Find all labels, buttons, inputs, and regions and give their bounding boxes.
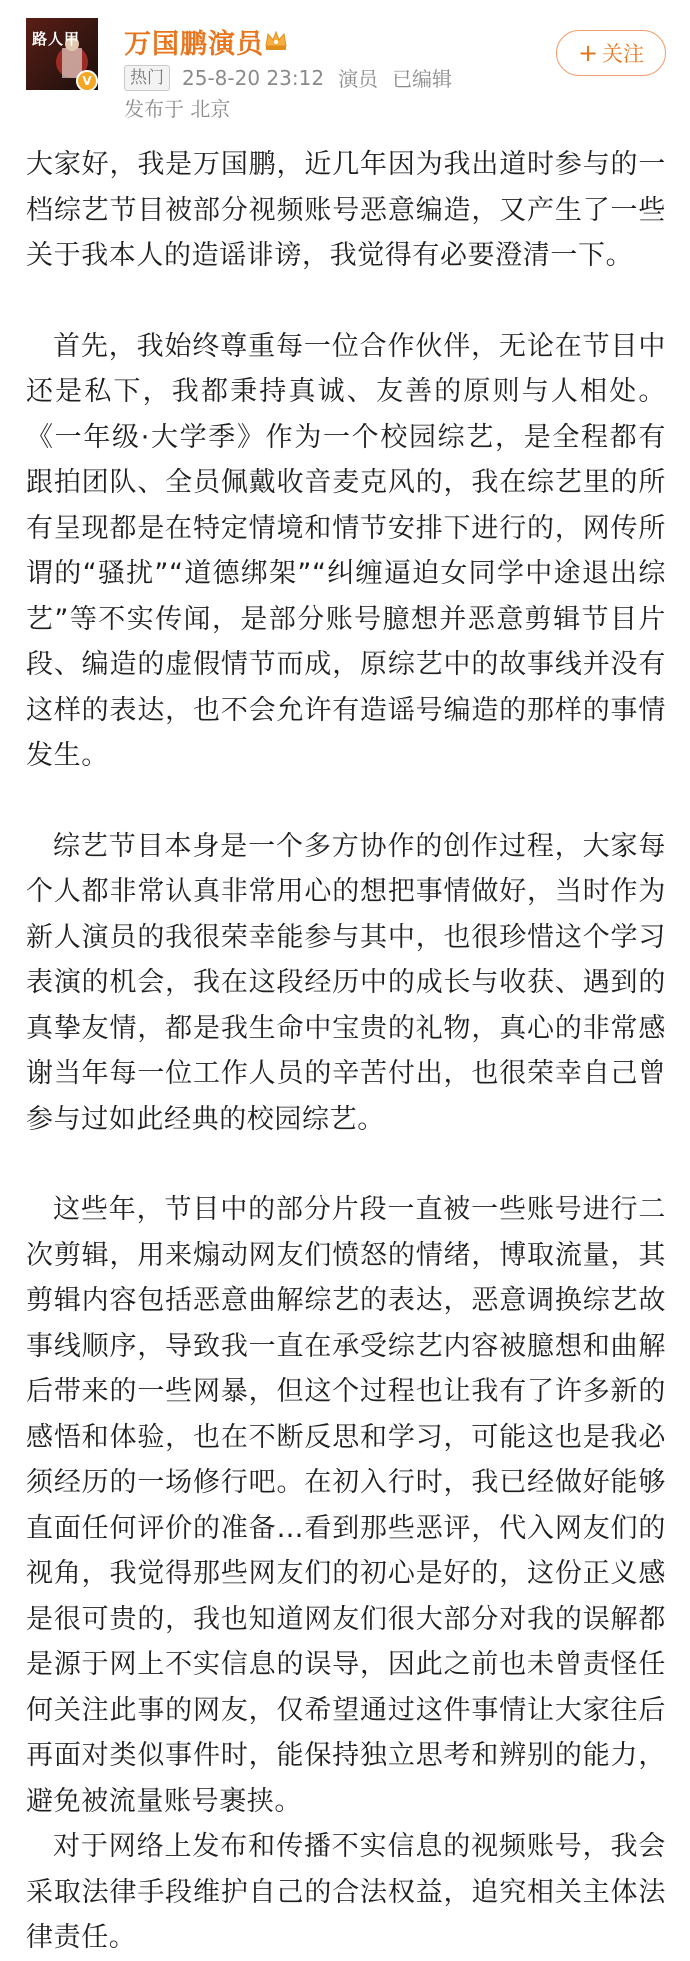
post-timestamp: 25-8-20 23:12 [182,65,325,90]
post-role: 演员 [338,67,379,91]
follow-button[interactable] [556,30,666,76]
hot-tag: 热门 [124,65,170,91]
plus-icon: + [577,39,599,67]
post-body [26,142,666,1961]
post-paragraph: 首先，我始终尊重每一位合作伙伴，无论在节目中还是私下，我都秉持真诚、友善的原则与人相处。《一年级·大学季》作为一个校园综艺，是全程都有跟拍团队、全员佩戴收音麦克风的，我在综艺里的所有呈现都是在特定情境和情节安排下进行的，网传所谓的“骚扰”“道德绑架”“纠缠逼迫女同学中途退出综艺”等不实传闻，是部分账号臆想并恶意剪辑节目片段、编造的虚假情节而成，原综艺中的故事线并没有这样的表达，也不会允许有造谣号编造的那样的事情发生。 [26,330,666,771]
post-header [0,0,690,130]
avatar-text: 路人甲 [32,30,81,48]
post-paragraph: 大家好，我是万国鹏，近几年因为我出道时参与的一档综艺节目被部分视频账号恶意编造，又产生了一些关于我本人的造谣诽谤，我觉得有必要澄清一下。 [26,149,666,271]
follow-label: 关注 [602,42,645,66]
vip-crown-icon [262,26,290,54]
post-location: 发布于 北京 [124,97,231,121]
post-meta [124,63,452,92]
user-name[interactable]: 万国鹏演员 [124,29,264,60]
verified-badge-icon: V [76,70,98,92]
post-paragraph: 这些年，节目中的部分片段一直被一些账号进行二次剪辑，用来煽动网友们愤怒的情绪，博取流量，其剪辑内容包括恶意曲解综艺的表达，恶意调换综艺故事线顺序，导致我一直在承受综艺内容被臆想和曲解后带来的一些网暴，但这个过程也让我有了许多新的感悟和体验，也在不断反思和学习，可能这也是我必须经历的一场修行吧。在初入行时，我已经做好能够直面任何评价的准备…看到那些恶评，代入网友们的视角，我觉得那些网友们的初心是好的，这份正义感是很可贵的，我也知道网友们很大部分对我的误解都是源于网上不实信息的误导，因此之前也未曾责怪任何关注此事的网友，仅希望通过这件事情让大家往后再面对类似事件时，能保持独立思考和辨别的能力，避免被流量账号裹挟。 [26,1194,666,1817]
post-paragraph: 对于网络上发布和传播不实信息的视频账号，我会采取法律手段维护自己的合法权益，追究相关主体法律责任。 [26,1831,666,1953]
edited-label[interactable]: 已编辑 [392,67,453,91]
post-paragraph: 综艺节目本身是一个多方协作的创作过程，大家每个人都非常认真非常用心的想把事情做好，当时作为新人演员的我很荣幸能参与其中，也很珍惜这个学习表演的机会，我在这段经历中的成长与收获、遇到的真挚友情，都是我生命中宝贵的礼物，真心的非常感谢当年每一位工作人员的辛苦付出，也很荣幸自己曾参与过如此经典的校园综艺。 [26,830,666,1135]
